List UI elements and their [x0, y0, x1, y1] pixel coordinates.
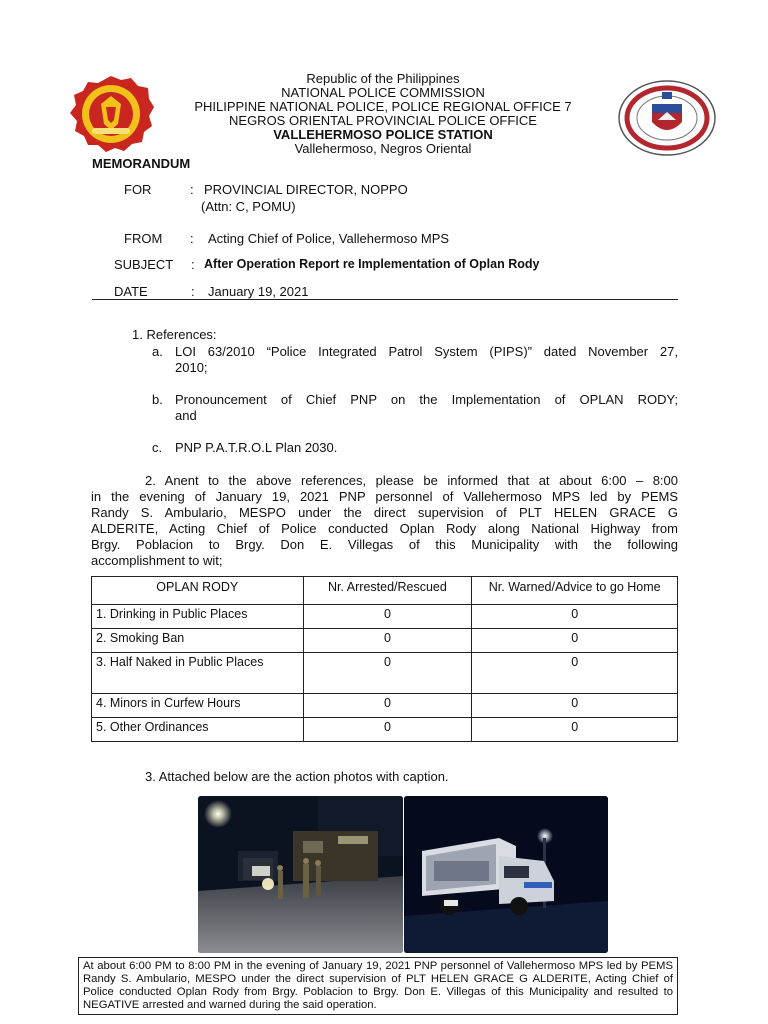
- table-cell-arrested: 0: [303, 694, 472, 718]
- station-name: VALLEHERMOSO POLICE STATION: [273, 127, 493, 142]
- station-location: Vallehermoso, Negros Oriental: [294, 141, 472, 156]
- subject-value: After Operation Report re Implementation of Oplan Rody: [204, 257, 540, 271]
- memorandum-title: MEMORANDUM: [92, 156, 191, 171]
- para2-line1: 2. Anent to the above references, please be informed that at about 6:00 – 8:00: [145, 473, 678, 488]
- table-cell-category: 5. Other Ordinances: [92, 718, 304, 742]
- table-row: [92, 718, 678, 742]
- table-cell-arrested: 0: [303, 629, 472, 653]
- from-value: Acting Chief of Police, Vallehermoso MPS: [208, 231, 450, 246]
- table-cell-arrested: 0: [303, 605, 472, 629]
- table-cell-warned: 0: [472, 718, 678, 742]
- letterhead-line-1: Republic of the Philippines: [306, 71, 460, 86]
- for-label: FOR: [124, 182, 152, 197]
- table-cell-arrested: 0: [303, 718, 472, 742]
- letterhead: [150, 72, 616, 156]
- table-header-cell: Nr. Arrested/Rescued: [303, 577, 472, 605]
- table-header-cell: Nr. Warned/Advice to go Home: [472, 577, 678, 605]
- table-cell-warned: 0: [472, 653, 678, 694]
- para2-line4: ALDERITE, Acting Chief of Police conducted Oplan Rody along National Highway from: [91, 521, 678, 536]
- para2-line6: accomplishment to wit;: [91, 553, 223, 568]
- action-photo-right: [404, 796, 608, 953]
- table-cell-warned: 0: [472, 694, 678, 718]
- letterhead-line-3: PHILIPPINE NATIONAL POLICE, POLICE REGIONAL OFFICE 7: [194, 99, 572, 114]
- table-cell-warned: 0: [472, 605, 678, 629]
- para2-line3: Randy S. Ambulario, MESPO under the direct supervision of PLT HELEN GRACE G: [91, 505, 678, 520]
- ref-b-text-line1: Pronouncement of Chief PNP on the Implementation of OPLAN RODY;: [175, 392, 678, 407]
- ref-c-text: PNP P.A.T.R.O.L Plan 2030.: [175, 440, 338, 455]
- table-row: [92, 653, 678, 694]
- table-cell-category: 4. Minors in Curfew Hours: [92, 694, 304, 718]
- table-cell-category: 3. Half Naked in Public Places: [92, 653, 304, 694]
- para2-line2: in the evening of January 19, 2021 PNP personnel of Vallehermoso MPS led by PEMS: [91, 489, 678, 504]
- ref-a-text-line1: LOI 63/2010 “Police Integrated Patrol System (PIPS)” dated November 27,: [175, 344, 678, 359]
- date-colon: :: [191, 284, 195, 299]
- subject-colon: :: [191, 257, 195, 272]
- subject-label: SUBJECT: [114, 257, 174, 272]
- table-header-row: [92, 577, 678, 605]
- ref-a-marker: a.: [152, 344, 163, 359]
- letterhead-line-2: NATIONAL POLICE COMMISSION: [281, 85, 485, 100]
- para2-line5: Brgy. Poblacion to Brgy. Don E. Villegas of this Municipality with the following: [91, 537, 678, 552]
- table-row: [92, 605, 678, 629]
- table-header-cell: OPLAN RODY: [92, 577, 304, 605]
- for-attn: (Attn: C, POMU): [201, 199, 296, 214]
- from-label: FROM: [124, 231, 163, 246]
- date-value: January 19, 2021: [208, 284, 309, 299]
- date-label: DATE: [114, 284, 148, 299]
- table-cell-warned: 0: [472, 629, 678, 653]
- table-cell-arrested: 0: [303, 653, 472, 694]
- letterhead-line-4: NEGROS ORIENTAL PROVINCIAL POLICE OFFICE: [229, 113, 537, 128]
- from-colon: :: [190, 231, 194, 246]
- table-cell-category: 1. Drinking in Public Places: [92, 605, 304, 629]
- para3-text: 3. Attached below are the action photos with caption.: [145, 769, 449, 784]
- oplan-rody-table: [91, 576, 678, 742]
- action-photo-left: [198, 796, 403, 953]
- table-row: [92, 694, 678, 718]
- ref-c-marker: c.: [152, 440, 163, 455]
- pnp-logo: [68, 74, 154, 154]
- municipal-seal-logo: [618, 80, 716, 156]
- references-heading: 1. References:: [132, 327, 217, 342]
- ref-b-marker: b.: [152, 392, 163, 407]
- for-colon: :: [190, 182, 194, 197]
- table-row: [92, 629, 678, 653]
- ref-b-text-line2: and: [175, 408, 197, 423]
- for-value: PROVINCIAL DIRECTOR, NOPPO: [204, 182, 408, 197]
- photo-caption: At about 6:00 PM to 8:00 PM in the evening of January 19, 2021 PNP personnel of Vallehermoso MPS led by PEMS Randy S. Ambulario, MESPO under the direct supervision of PLT HELEN GRACE G ALDERITE, Acting Chief of Police conducted Oplan Rody from Brgy. Poblacion to Brgy. Don E. Villegas of this Municipality and resulted to NEGATIVE arrested and warned during the said operation.: [78, 957, 678, 1015]
- header-divider: [92, 299, 678, 300]
- ref-a-text-line2: 2010;: [175, 360, 208, 375]
- table-cell-category: 2. Smoking Ban: [92, 629, 304, 653]
